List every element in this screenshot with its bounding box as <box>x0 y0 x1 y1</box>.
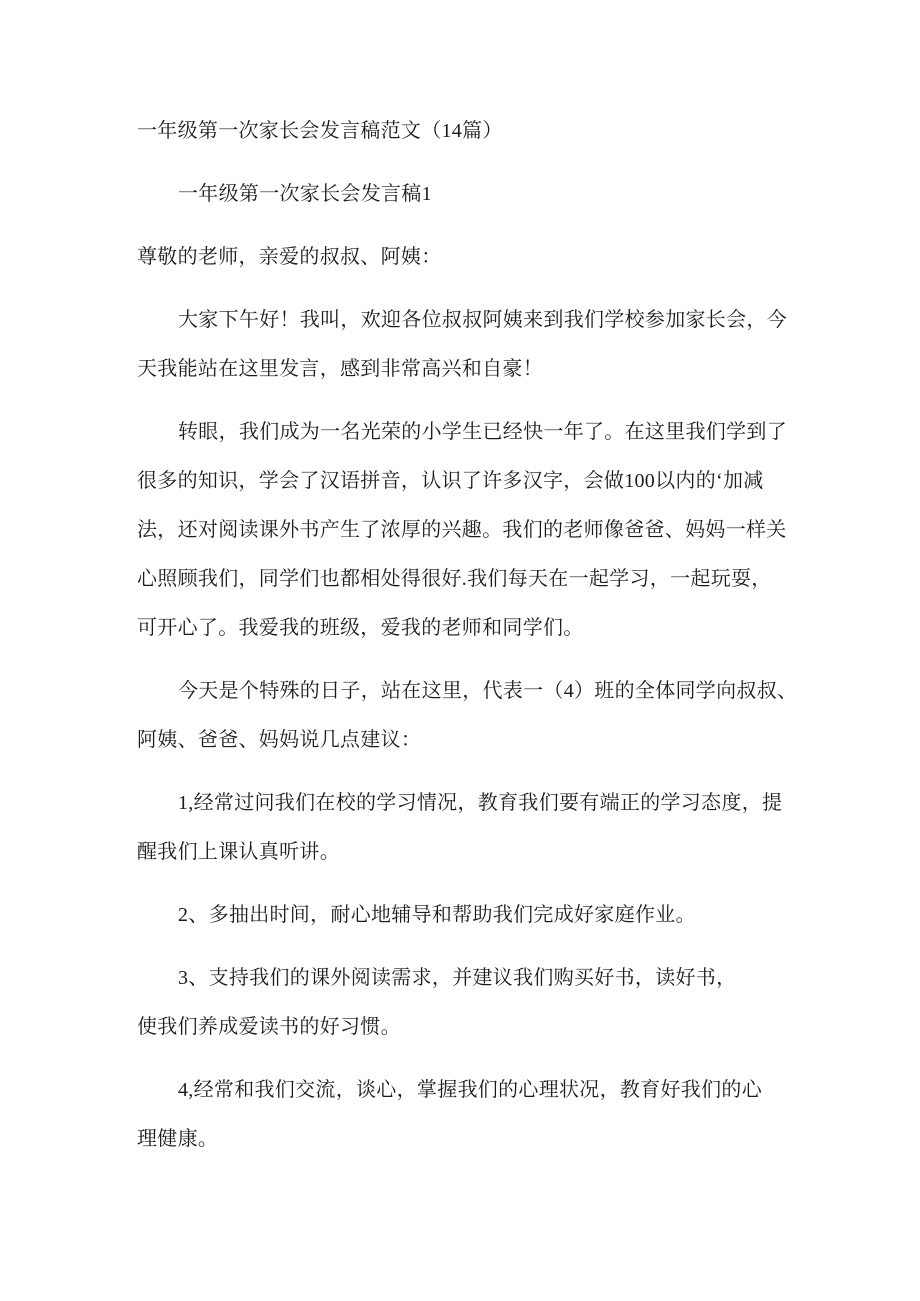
text-line: 3、支持我们的课外阅读需求，并建议我们购买好书，读好书， <box>178 967 737 989</box>
text-line: 今天是个特殊的日子，站在这里，代表一（4）班的全体同学向叔叔、 <box>178 680 798 702</box>
suggestion-item-2 <box>137 891 792 940</box>
text-line: 一年级第一次家长会发言稿范文（14篇） <box>137 120 503 142</box>
text-line: 天我能站在这里发言，感到非常高兴和自豪！ <box>137 358 543 380</box>
text-line: 尊敬的老师，亲爱的叔叔、阿姨： <box>137 246 442 268</box>
salutation <box>137 233 792 282</box>
text-line: 转眼，我们成为一名光荣的小学生已经快一年了。在这里我们学到了 <box>178 421 787 443</box>
text-line: 理健康。 <box>137 1128 219 1150</box>
suggestion-item-4 <box>137 1066 792 1164</box>
body-paragraph <box>137 408 792 653</box>
text-line: 很多的知识，学会了汉语拼音，认识了许多汉字，会做100以内的‘加减 <box>137 470 764 492</box>
body-paragraph <box>137 667 798 765</box>
greeting-paragraph <box>137 296 792 394</box>
text-line: 法，还对阅读课外书产生了浓厚的兴趣。我们的老师像爸爸、妈妈一样关 <box>137 519 787 541</box>
text-line: 一年级第一次家长会发言稿1 <box>178 183 432 205</box>
suggestion-item-3 <box>137 954 792 1052</box>
text-line: 阿姨、爸爸、妈妈说几点建议： <box>137 729 422 751</box>
text-line: 2、多抽出时间，耐心地辅导和帮助我们完成好家庭作业。 <box>178 904 696 926</box>
doc-title <box>137 107 792 156</box>
text-line: 醒我们上课认真听讲。 <box>137 841 340 863</box>
section-heading <box>137 170 792 219</box>
text-line: 使我们养成爱读书的好习惯。 <box>137 1016 401 1038</box>
text-line: 1,经常过问我们在校的学习情况，教育我们要有端正的学习态度，提 <box>178 792 783 814</box>
suggestion-item-1 <box>137 779 792 877</box>
text-line: 心照顾我们，同学们也都相处得很好.我们每天在一起学习，一起玩耍， <box>137 568 772 590</box>
text-line: 4,经常和我们交流，谈心，掌握我们的心理状况，教育好我们的心 <box>178 1079 762 1101</box>
text-line: 大家下午好！我叫，欢迎各位叔叔阿姨来到我们学校参加家长会，今 <box>178 309 787 331</box>
text-line: 可开心了。我爱我的班级，爱我的老师和同学们。 <box>137 617 584 639</box>
